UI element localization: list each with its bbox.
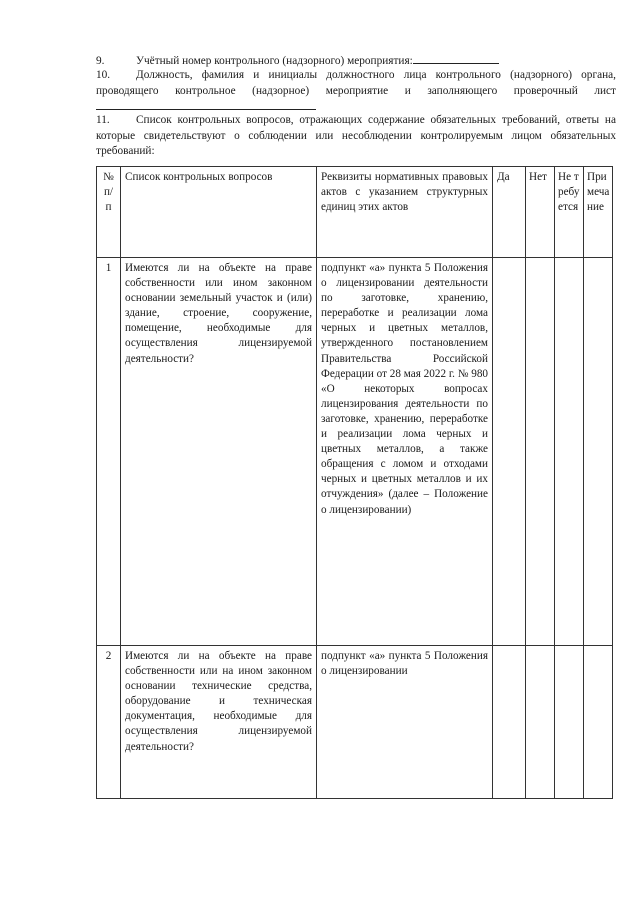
row-number: 1: [97, 258, 121, 646]
checklist-table: [96, 166, 613, 799]
item-9-blank-line: [413, 53, 499, 64]
item-11-text: Список контрольных вопросов, отражающих содержание обязательных требований, ответы на которые свидетельствуют о соблюдении или несоблюдении контролируемым лицом обязательных требований:: [96, 114, 616, 157]
header-no: Нет: [526, 167, 555, 258]
item-9-number: 9.: [96, 55, 105, 67]
table-row: [97, 258, 613, 646]
header-requisites: Реквизиты нормативных правовых актов с указанием структурных единиц этих актов: [317, 167, 493, 258]
row-not-required-cell[interactable]: [555, 258, 584, 646]
table-row: [97, 646, 613, 799]
item-9-text: Учётный номер контрольного (надзорного) мероприятия:: [136, 55, 413, 67]
item-11-number: 11.: [96, 114, 110, 126]
row-number: 2: [97, 646, 121, 799]
row-no-cell[interactable]: [526, 646, 555, 799]
row-requisites: подпункт «а» пункта 5 Положения о лицензировании: [317, 646, 493, 799]
item-10: [96, 68, 616, 116]
row-requisites: подпункт «а» пункта 5 Положения о лицензировании деятельности по заготовке, хранению, переработке и реализации лома черных и цветных металлов, утвержденного постановлением Правительства Российской Федерации от 28 мая 2022 г. № 980 «О некоторых вопросах лицензирования деятельности по заготовке, хранению, переработке и реализации лома черных и цветных металлов, а также обращения с ломом и отходами черных и цветных металлов и их отчуждения» (далее – Положение о лицензировании): [317, 258, 493, 646]
row-question: Имеются ли на объекте на праве собственности или ином законном основании земельный участок и (или) здание, строение, сооружение, помещение, необходимые для осуществления лицензируемой деятельности?: [121, 258, 317, 646]
table-header-row: [97, 167, 613, 258]
row-question: Имеются ли на объекте на праве собственности или на ином законном основании технические средства, оборудование и техническая документация, необходимые для осуществления лицензируемой деятельности?: [121, 646, 317, 799]
item-11: [96, 113, 616, 160]
header-questions: Список контрольных вопросов: [121, 167, 317, 258]
item-10-blank-line: [96, 99, 316, 110]
row-yes-cell[interactable]: [493, 258, 526, 646]
header-not-required: Не требуется: [555, 167, 584, 258]
row-note-cell[interactable]: [584, 646, 613, 799]
row-note-cell[interactable]: [584, 258, 613, 646]
row-yes-cell[interactable]: [493, 646, 526, 799]
item-10-number: 10.: [96, 69, 111, 81]
row-no-cell[interactable]: [526, 258, 555, 646]
header-number: № п/п: [97, 167, 121, 258]
header-yes: Да: [493, 167, 526, 258]
header-note: Примечание: [584, 167, 613, 258]
item-10-text: Должность, фамилия и инициалы должностного лица контрольного (надзорного) органа, проводящего контрольное (надзорное) мероприятие и заполняющего проверочный лист: [96, 69, 616, 97]
row-not-required-cell[interactable]: [555, 646, 584, 799]
